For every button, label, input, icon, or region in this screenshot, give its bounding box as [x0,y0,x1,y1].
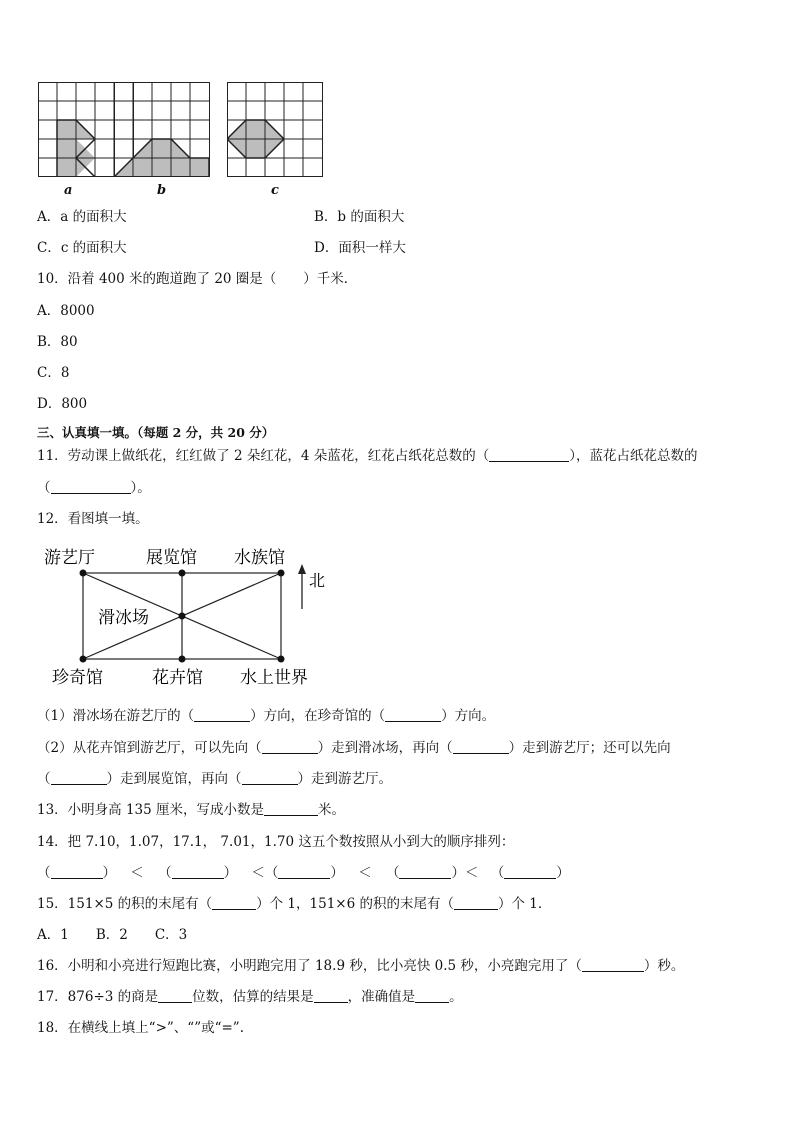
q17-part4: 。 [449,989,463,1005]
q12-sub1-blank-2[interactable] [385,707,441,722]
q12-sub2b-text-3: ）走到游艺厅。 [297,771,392,787]
q9-option-d: D．面积一样大 [314,240,406,256]
q12-sub1-text-2: ）方向，在珍奇馆的（ [250,708,386,724]
q18: 18．在横线上填上“>”、“”或“=”. [37,1020,245,1036]
q17-part3: ，准确值是 [347,989,416,1005]
q14-stem: 14．把 7.10，1.07，17.1， 7.01，1.70 这五个数按照从小到大的顺序排列： [37,834,515,850]
q13-part1: 13．小明身高 135 厘米，写成小数是 [37,802,265,818]
q11-line2 [37,479,151,497]
q12-sub2 [37,739,671,757]
q17 [37,988,463,1006]
q17-part1: 17．876÷3 的商是 [37,989,159,1005]
q14-lt-1: ＜ [130,865,144,881]
q17-part2: 位数，估算的结果是 [192,989,314,1005]
q14-blank-3[interactable] [278,864,330,879]
q14-close-3: ） [330,865,344,881]
point-huahuiguan [179,656,186,663]
figure-b [114,82,212,177]
q12-sub1-blank-1[interactable] [194,707,250,722]
q10-option-b: B．80 [37,334,78,350]
point-zhenqiguan [80,656,87,663]
figure-c-label: c [271,183,279,198]
q12-sub2-blank-2[interactable] [453,739,509,754]
figure-b-label: b [157,183,167,198]
q14-open-2: （ [158,865,172,881]
q9-option-a: A．a 的面积大 [37,209,127,225]
label-shuizuguan: 水族馆 [234,548,285,568]
label-huabingchang: 滑冰场 [98,608,149,628]
label-zhenqiguan: 珍奇馆 [52,668,103,688]
point-shuishangshijie [278,656,285,663]
q11-line1 [37,447,697,465]
q12-map [38,540,338,690]
q17-blank-1[interactable] [158,988,192,1003]
q15-blank-2[interactable] [454,895,498,910]
q12-sub2-text-3: ）走到游艺厅；还可以先向 [508,740,671,756]
q14-row [37,864,570,882]
q14-open-1: （ [37,865,51,881]
q15-text-1: 15．151×5 的积的末尾有（ [37,896,213,912]
north-label: 北 [309,571,326,590]
q16-blank[interactable] [582,957,644,972]
q14-open-5: （ [490,865,505,881]
q11-blank-blue[interactable] [51,479,131,494]
q13-blank[interactable] [264,801,318,816]
point-youyiting [80,570,87,577]
q12-stem: 12．看图填一填。 [37,511,149,527]
q15-text-2: ）个 1，151×6 的积的末尾有（ [256,896,454,912]
section-3-title: 三、认真填一填。（每题 2 分，共 20 分） [37,425,275,440]
q11-blank-red[interactable] [489,447,569,462]
q9-option-b: B．b 的面积大 [314,209,405,225]
q10-option-c: C．8 [37,365,70,381]
label-zhanlanguan: 展览馆 [146,548,197,568]
q11-part3-close: ）。 [130,480,151,496]
q16-part1: 16．小明和小亮进行短跑比赛，小明跑完用了 18.9 秒，比小亮快 0.5 秒，小亮跑完用了（ [37,958,582,974]
q11-part1: 11．劳动课上做纸花，红红做了 2 朵红花，4 朵蓝花，红花占纸花总数的（ [37,448,490,464]
q15-options: A．1 B．2 C．3 [37,927,188,943]
q16-part2: ）秒。 [643,958,685,974]
q15-blank-1[interactable] [212,895,256,910]
q14-lt-open-3: ＜（ [251,865,279,881]
q14-close-5: ） [556,865,570,881]
q14-close-1: ） [102,865,116,881]
label-youyiting: 游艺厅 [44,548,95,568]
q13-part2: 米。 [318,802,346,818]
q17-blank-2[interactable] [314,988,348,1003]
q15-stem [37,895,551,913]
figure-a-label: a [64,183,73,198]
q11-part3-open: （ [37,480,51,496]
north-arrowhead-icon [298,564,306,574]
q14-close-lt-4: ）＜ [451,865,479,881]
q12-sub2b [37,770,392,788]
q12-sub1-text-3: ）方向。 [441,708,496,724]
point-zhanlanguan [179,570,186,577]
figure-c [227,82,325,177]
q12-sub2-text-2: ）走到滑冰场，再向（ [317,740,453,756]
q12-sub2-text-1: （2）从花卉馆到游艺厅，可以先向（ [37,740,262,756]
q14-close-2: ） [223,865,238,881]
point-huabingchang [179,613,186,620]
point-shuizuguan [278,570,285,577]
q13 [37,801,345,819]
q12-sub2b-blank-1[interactable] [51,770,107,785]
q16 [37,957,684,975]
q14-blank-1[interactable] [51,864,103,879]
q10-option-d: D．800 [37,396,88,412]
q15-text-3: ）个 1． [497,896,552,912]
q12-sub1-text-1: （1）滑冰场在游艺厅的（ [37,708,195,724]
q12-sub2b-text-1: （ [37,771,51,787]
q11-part2: ），蓝花占纸花总数的 [569,448,698,464]
q12-sub2b-text-2: ）走到展览馆，再向（ [106,771,242,787]
q12-sub1 [37,707,495,725]
q12-sub2b-blank-2[interactable] [242,770,298,785]
q14-open-4: （ [385,865,400,881]
q9-option-c: C．c 的面积大 [37,240,127,256]
q10-stem: 10．沿着 400 米的跑道跑了 20 圈是（ ）千米． [37,271,358,287]
label-huahuiguan: 花卉馆 [152,668,203,688]
q14-blank-5[interactable] [504,864,556,879]
q14-blank-2[interactable] [172,864,224,879]
q17-blank-3[interactable] [415,988,449,1003]
q12-sub2-blank-1[interactable] [262,739,318,754]
q10-option-a: A．8000 [37,303,95,319]
q14-lt-3: ＜ [358,865,372,881]
q14-blank-4[interactable] [399,864,451,879]
label-shuishangshijie: 水上世界 [240,668,308,688]
